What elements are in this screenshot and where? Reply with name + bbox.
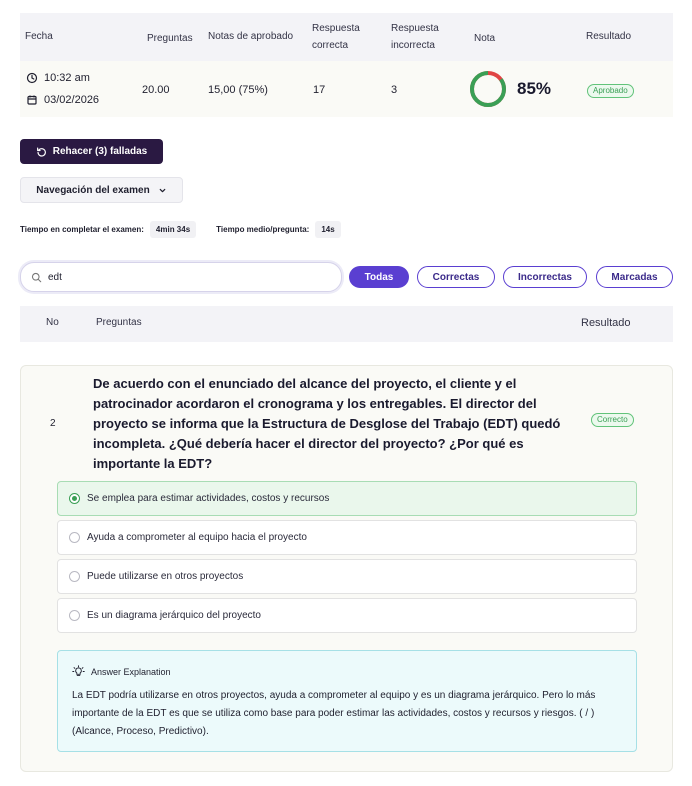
search-input[interactable]: [48, 272, 318, 283]
header-nota: Nota: [474, 33, 496, 44]
explanation-title: Answer Explanation: [91, 666, 171, 677]
incorrectas-value: 3: [391, 84, 398, 96]
total-time-label: Tiempo en completar el examen:: [20, 225, 144, 234]
time-cell: [26, 72, 90, 84]
header-resultado: Resultado: [586, 31, 632, 42]
option-3[interactable]: [57, 559, 637, 594]
score-percent: 85%: [517, 79, 552, 98]
header-incorrecta: Respuesta incorrecta: [391, 23, 439, 51]
header-notas: Notas de aprobado: [208, 31, 294, 42]
search-box[interactable]: [20, 262, 342, 292]
answer-explanation: [57, 650, 637, 752]
radio-selected[interactable]: [69, 493, 80, 504]
clock-icon: [26, 72, 38, 84]
header-no: No: [46, 317, 59, 328]
explanation-text: La EDT podría utilizarse en otros proyectos, ayuda a comprometer al equipo y es un diagrama jerárquico. Pero lo más importante de la EDT es que se utiliza como base para poder estimar las actividades, costos y recursos y riesgos. ( / ) (Alcance, Proceso, Predictivo).: [72, 690, 596, 737]
timing-row: [20, 221, 361, 238]
header-correcta: Respuesta correcta: [312, 23, 360, 51]
correctas-value: 17: [313, 84, 326, 96]
score-ring: [468, 69, 508, 109]
exam-time: 10:32 am: [44, 72, 90, 84]
header-resultado-list: Resultado: [581, 317, 631, 329]
radio[interactable]: [69, 571, 80, 582]
retry-icon: [36, 146, 47, 157]
exam-navigation-dropdown[interactable]: [20, 177, 183, 203]
option-4[interactable]: [57, 598, 637, 633]
header-preguntas-list: Preguntas: [96, 317, 142, 328]
filter-todas[interactable]: Todas: [349, 266, 409, 288]
search-icon: [31, 272, 42, 283]
explanation-title-row: [72, 665, 171, 678]
preguntas-value: 20.00: [142, 84, 170, 96]
result-badge: Aprobado: [587, 84, 634, 98]
total-time-value: 4min 34s: [150, 221, 196, 238]
exam-navigation-label: Navegación del examen: [36, 184, 150, 196]
chevron-down-icon: [158, 186, 167, 195]
filter-incorrectas[interactable]: Incorrectas: [503, 266, 587, 288]
option-label: Puede utilizarse en otros proyectos: [87, 571, 244, 582]
header-preguntas: Preguntas: [147, 33, 193, 44]
summary-header-row: [20, 13, 673, 61]
filter-marcadas[interactable]: Marcadas: [596, 266, 673, 288]
question-card: [20, 365, 673, 772]
option-label: Se emplea para estimar actividades, costos y recursos: [87, 493, 330, 504]
option-1[interactable]: [57, 481, 637, 516]
notas-value: 15,00 (75%): [208, 84, 268, 96]
header-fecha: Fecha: [25, 31, 53, 42]
summary-data-row: [20, 61, 673, 117]
exam-date: 03/02/2026: [44, 94, 100, 106]
retry-failed-button[interactable]: [20, 139, 163, 164]
lightbulb-icon: [72, 665, 85, 678]
option-label: Ayuda a comprometer al equipo hacia el proyecto: [87, 532, 307, 543]
radio[interactable]: [69, 610, 80, 621]
question-result-badge: Correcto: [591, 413, 634, 427]
avg-time-label: Tiempo medio/pregunta:: [216, 225, 310, 234]
calendar-icon: [26, 94, 38, 106]
option-label: Es un diagrama jerárquico del proyecto: [87, 610, 261, 621]
question-text: De acuerdo con el enunciado del alcance del proyecto, el cliente y el patrocinador acordaron el cronograma y los entregables. El director del proyecto se informa que la Estructura de Desglose del Trabajo (EDT) quedó incompleta. ¿Qué debería hacer el director del proyecto? ¿Por qué es importante la EDT?: [93, 376, 561, 471]
questions-table-header: [20, 306, 673, 342]
exam-summary-table: [20, 13, 673, 117]
filter-correctas[interactable]: Correctas: [417, 266, 495, 288]
retry-label: Rehacer (3) falladas: [52, 146, 148, 157]
question-number: 2: [50, 418, 56, 429]
avg-time-value: 14s: [315, 221, 340, 238]
radio[interactable]: [69, 532, 80, 543]
date-cell: [26, 94, 99, 106]
option-2[interactable]: [57, 520, 637, 555]
